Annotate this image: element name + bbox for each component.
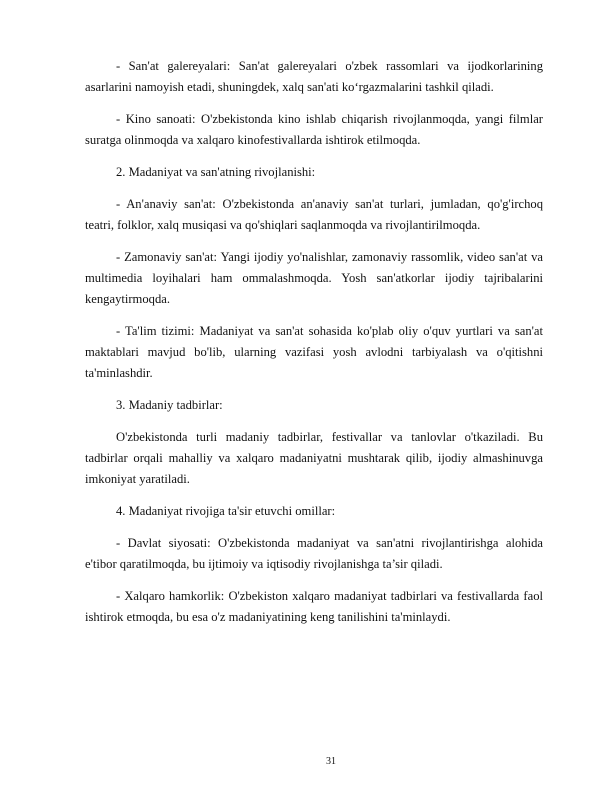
page-number: 31 [326,756,336,767]
paragraph: - Xalqaro hamkorlik: O'zbekiston xalqaro madaniyat tadbirlari va festivallarda faol ishtirok etmoqda, bu esa o'z madaniyatining keng tanilishini ta'minlaydi. [85,589,543,624]
paragraph: - Zamonaviy san'at: Yangi ijodiy yo'nalishlar, zamonaviy rassomlik, video san'at va multimedia loyihalari ham ommalashmoqda. Yosh san'atkorlar ijodiy tajribalarini kengaytirmoqda. [85,250,543,306]
section-heading: 4. Madaniyat rivojiga ta'sir etuvchi omillar: [116,504,336,518]
paragraph: O'zbekistonda turli madaniy tadbirlar, festivallar va tanlovlar o'tkaziladi. Bu tadbirlar orqali mahalliy va xalqaro madaniyatni mushtarak qilib, ijodiy almashinuvga imkoniyat yaratiladi. [85,430,543,486]
paragraph: - An'anaviy san'at: O'zbekistonda an'anaviy san'at turlari, jumladan, qo'g'irchoq teatri, folklor, xalq musiqasi va qo'shiqlari saqlanmoqda va rivojlantirilmoqda. [85,197,543,232]
paragraph: - Kino sanoati: O'zbekistonda kino ishlab chiqarish rivojlanmoqda, yangi filmlar suratga olinmoqda va xalqaro kinofestivallarda ishtirok etilmoqda. [85,112,543,147]
paragraph: - Ta'lim tizimi: Madaniyat va san'at sohasida ko'plab oliy o'quv yurtlari va san'at maktablari mavjud bo'lib, ularning vazifasi yosh avlodni tarbiyalash va o'qitishni ta'minlashdir. [85,324,543,380]
paragraph: - Davlat siyosati: O'zbekistonda madaniyat va san'atni rivojlantirishga alohida e'tibor qaratilmoqda, bu ijtimoiy va iqtisodiy rivojlanishga ta’sir qiladi. [85,536,543,571]
document-body [85,56,543,639]
section-heading: 3. Madaniy tadbirlar: [116,398,223,412]
paragraph: - San'at galereyalari: San'at galereyalari o'zbek rassomlari va ijodkorlarining asarlarini namoyish etadi, shuningdek, xalq san'ati ko‘rgazmalarini tashkil qiladi. [85,59,543,94]
section-heading: 2. Madaniyat va san'atning rivojlanishi: [116,165,316,179]
